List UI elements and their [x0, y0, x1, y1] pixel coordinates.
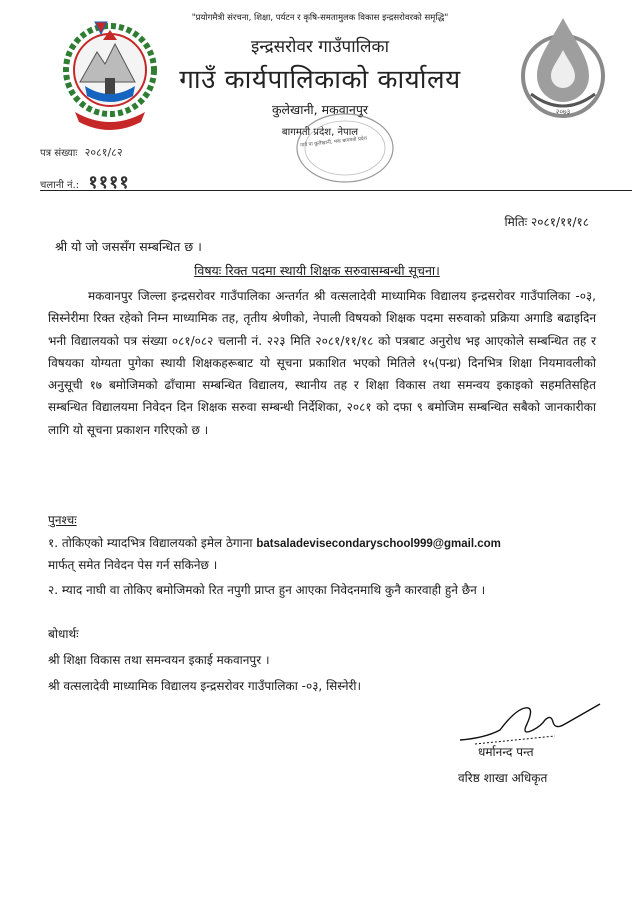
postscript-1-continued: मार्फत् समेत निवेदन पेस गर्न सकिनेछ । — [48, 558, 218, 572]
office-place: कुलेखानी, मकवानपुर — [271, 102, 369, 117]
copy-to-item-1: श्री शिक्षा विकास तथा समन्वयन इकाई मकवानपुर । — [48, 653, 270, 667]
notice-body: मकवानपुर जिल्ला इन्द्रसरोवर गाउँपालिका अन्तर्गत श्री वत्सलादेवी माध्यामिक विद्यालय इन्द्रसरोवर गाउँपालिका -०३, सिस्नेरीमा रिक्त रहेको निम्न माध्यामिक तह, तृतीय श्रेणीको, नेपाली विषयको शिक्षक पदमा सरुवाको प्रक्रिया अगाडि बढाइदिन भनी विद्यालयको पत्र संख्या ०८१/०८२ चलानी नं. २२३ मिति २०८१/११/१८ को पत्रबाट अनुरोध भइ आएकोले सम्बन्धित तह र विषयका योग्यता पुगेका स्थायी शिक्षकहरूबाट यो सूचना प्रकाशित भएको मितिले १५(पन्ध्र) दिनभित्र शिक्षा नियमावलीको अनुसूची १७ बमोजिमको ढाँचामा सम्बन्धित विद्यालय, स्थानीय तह र शिक्षा विकास तथा समन्वय इकाइको सहमतिसहित सम्बन्धित विद्यालयमा निवेदन दिन शिक्षक सरुवा सम्बन्धी निर्देशिका, २०८१ को दफा ९ बमोजिम सम्बन्धित सबैको जानकारीका लागि यो सूचना प्रकाशन गरिएको छ । — [48, 289, 596, 437]
copy-to-item-2: श्री वत्सलादेवी माध्यामिक विद्यालय इन्द्रसरोवर गाउँपालिका -०३, सिस्नेरी। — [48, 679, 362, 693]
dispatch-number-label: चलानी नं.: — [40, 180, 80, 191]
letter-number-label: पत्र संख्याः — [40, 148, 78, 159]
signer-title: वरिष्ठ शाखा अधिकृत — [458, 771, 548, 785]
header-divider — [40, 190, 632, 191]
government-emblem-icon — [55, 12, 165, 142]
office-province: बागमती प्रदेश, नेपाल — [281, 127, 359, 138]
office-title: गाउँ कार्यपालिकाको कार्यालय — [179, 65, 461, 95]
copy-to-label: बोधार्थः — [48, 627, 79, 641]
school-email: batsaladevisecondaryschool999@gmail.com — [256, 538, 501, 550]
letter-date: मितिः २०८१/११/१८ — [504, 215, 589, 229]
letter-number-value: २०८१/८२ — [84, 146, 123, 159]
postscript-label: पुनश्चः — [48, 513, 77, 527]
municipality-logo-icon — [517, 14, 609, 126]
signer-name: धर्मानन्द पन्त — [478, 745, 534, 759]
dispatch-number-value: ११११ — [88, 172, 130, 193]
postscript-item-2: २. म्याद नाघी वा तोकिए बमोजिमको रित नपुगी प्राप्त हुन आएका निवेदनमाथि कुनै कारवाही हुने छैन । — [48, 583, 486, 597]
salutation: श्री यो जो जससँग सम्बन्धित छ । — [55, 239, 202, 254]
postscript-1-text: १. तोकिएको म्यादभित्र विद्यालयको इमेल ठेगाना — [48, 536, 253, 550]
header-tagline: "प्रयोगमैत्री संरचना, शिक्षा, पर्यटन र कृषि-समतामुलक विकास इन्द्रसरोवरको समृद्धि" — [191, 13, 449, 23]
svg-text:२०७३: २०७३ — [555, 108, 571, 116]
stamp-text: गाउँ पा कुलेखानी, मक बागमती प्रदेश — [299, 135, 368, 149]
signature-icon — [455, 700, 605, 748]
postscript-item-1 — [48, 533, 596, 576]
subject-text: विषयः रिक्त पदमा स्थायी शिक्षक सरुवासम्बन्धी सूचना। — [194, 263, 440, 278]
office-name: इन्द्रसरोवर गाउँपालिका — [250, 37, 390, 57]
letter-number — [40, 145, 123, 160]
subject-line — [0, 262, 634, 279]
